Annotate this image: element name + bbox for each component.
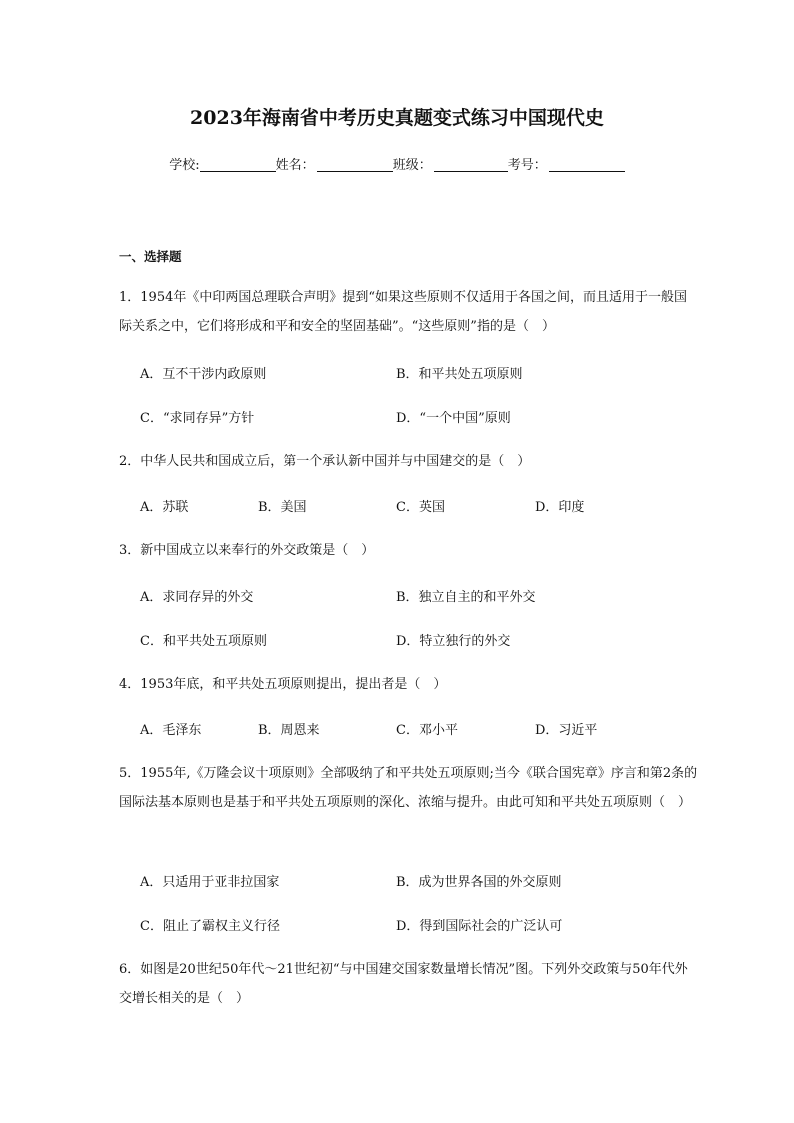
name-label: 姓名： <box>275 158 315 173</box>
q2-option-c[interactable]: C．英国 <box>396 500 445 515</box>
q4-option-d[interactable]: D．习近平 <box>535 723 598 738</box>
question-6: 6．如图是20世纪50年代～21世纪初“与中国建交国家数量增长情况”图。下列外交政策与50年代外交增长相关的是（ ） <box>119 962 688 1006</box>
school-blank[interactable] <box>200 157 276 172</box>
q3-option-c[interactable]: C．和平共处五项原则 <box>140 634 267 649</box>
q5-option-c[interactable]: C．阻止了霸权主义行径 <box>140 919 280 934</box>
q5-option-b[interactable]: B．成为世界各国的外交原则 <box>396 875 562 890</box>
q1-option-c[interactable]: C．“求同存异”方针 <box>140 411 255 426</box>
question-4: 4．1953年底，和平共处五项原则提出，提出者是（ ） <box>119 677 447 692</box>
q3-option-a[interactable]: A．求同存异的外交 <box>140 590 254 605</box>
question-1: 1．1954年《中印两国总理联合声明》提到“如果这些原则不仅适用于各国之间，而且适用于一般国际关系之中，它们将形成和平和安全的坚固基础”。“这些原则”指的是（ ） <box>119 290 688 334</box>
question-5: 5．1955年,《万隆会议十项原则》全部吸纳了和平共处五项原则;当今《联合国宪章》序言和第2条的国际法基本原则也是基于和平共处五项原则的深化、浓缩与提升。由此可知和平共处五项原则（ ） <box>119 766 698 810</box>
question-3: 3．新中国成立以来奉行的外交政策是（ ） <box>119 543 375 558</box>
question-2: 2．中华人民共和国成立后，第一个承认新中国并与中国建交的是（ ） <box>119 454 531 469</box>
q1-option-a[interactable]: A．互不干涉内政原则 <box>140 367 267 382</box>
name-blank[interactable] <box>317 157 393 172</box>
q4-option-a[interactable]: A．毛泽东 <box>140 723 202 738</box>
q4-option-b[interactable]: B．周恩来 <box>258 723 320 738</box>
exam-no-blank[interactable] <box>549 157 625 172</box>
class-blank[interactable] <box>434 157 508 172</box>
q1-option-b[interactable]: B．和平共处五项原则 <box>396 367 523 382</box>
q2-option-b[interactable]: B．美国 <box>258 500 307 515</box>
page-title: 2023年海南省中考历史真题变式练习中国现代史 <box>190 107 604 129</box>
class-label: 班级： <box>392 158 432 173</box>
q4-option-c[interactable]: C．邓小平 <box>396 723 458 738</box>
q2-option-d[interactable]: D．印度 <box>535 500 585 515</box>
q1-option-d[interactable]: D．“一个中国”原则 <box>396 411 511 426</box>
q2-option-a[interactable]: A．苏联 <box>140 500 189 515</box>
school-label: 学校: <box>169 158 200 173</box>
q3-option-d[interactable]: D．特立独行的外交 <box>396 634 511 649</box>
q3-option-b[interactable]: B．独立自主的和平外交 <box>396 590 536 605</box>
student-info-line <box>0 154 794 173</box>
q5-option-a[interactable]: A．只适用于亚非拉国家 <box>140 875 280 890</box>
q5-option-d[interactable]: D．得到国际社会的广泛认可 <box>396 919 563 934</box>
exam-no-label: 考号： <box>507 158 547 173</box>
section-heading: 一、选择题 <box>119 249 182 264</box>
